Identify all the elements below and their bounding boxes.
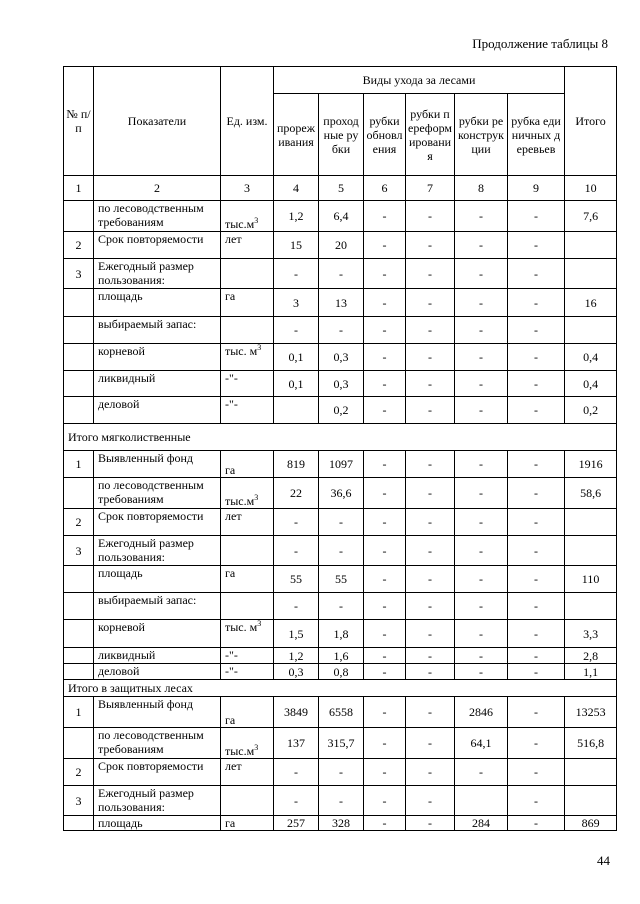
cell-value: - bbox=[319, 509, 364, 536]
cell-value: - bbox=[364, 232, 406, 259]
cell-value: - bbox=[364, 566, 406, 593]
cell-value: 0,3 bbox=[319, 344, 364, 371]
cell-value: - bbox=[406, 697, 455, 728]
cell-value: - bbox=[406, 759, 455, 786]
column-number: 5 bbox=[319, 176, 364, 201]
cell-value: 3 bbox=[274, 289, 319, 317]
cell-value: 1,8 bbox=[319, 620, 364, 648]
row-label: ликвидный bbox=[94, 371, 221, 397]
cell-value: - bbox=[508, 816, 565, 831]
cell-value: - bbox=[364, 451, 406, 478]
cell-value: - bbox=[455, 317, 508, 344]
cell-value: - bbox=[406, 786, 455, 816]
table-row bbox=[64, 232, 617, 259]
cell-value: - bbox=[508, 664, 565, 680]
column-number: 7 bbox=[406, 176, 455, 201]
cell-value: - bbox=[274, 593, 319, 620]
row-unit: -"- bbox=[221, 371, 274, 397]
cell-value: - bbox=[364, 397, 406, 424]
header-unit: Ед. изм. bbox=[221, 67, 274, 176]
cell-value: - bbox=[364, 344, 406, 371]
row-label: корневой bbox=[94, 620, 221, 648]
table-row bbox=[64, 371, 617, 397]
cell-value: - bbox=[319, 536, 364, 566]
cell-value: - bbox=[406, 232, 455, 259]
cell-value: - bbox=[274, 536, 319, 566]
cell-value: 1097 bbox=[319, 451, 364, 478]
cell-value: - bbox=[364, 697, 406, 728]
table-row bbox=[64, 509, 617, 536]
cell-value: - bbox=[319, 593, 364, 620]
row-num: 3 bbox=[64, 259, 94, 289]
row-unit: тыс. $м^3$ bbox=[221, 344, 274, 371]
row-num bbox=[64, 289, 94, 317]
table-row bbox=[64, 201, 617, 232]
row-num bbox=[64, 620, 94, 648]
cell-value: - bbox=[274, 259, 319, 289]
cell-value: - bbox=[455, 478, 508, 509]
cell-value: - bbox=[455, 664, 508, 680]
cell-value: - bbox=[274, 759, 319, 786]
table-row bbox=[64, 786, 617, 816]
cell-total bbox=[565, 317, 617, 344]
cell-value: - bbox=[508, 317, 565, 344]
row-unit: га bbox=[221, 566, 274, 593]
row-label: Срок повторяемости bbox=[94, 759, 221, 786]
column-number: 10 bbox=[565, 176, 617, 201]
row-label: корневой bbox=[94, 344, 221, 371]
cell-total: 58,6 bbox=[565, 478, 617, 509]
table-row bbox=[64, 620, 617, 648]
table-row bbox=[64, 289, 617, 317]
cell-value: 0,1 bbox=[274, 371, 319, 397]
row-label: выбираемый запас: bbox=[94, 317, 221, 344]
table-row bbox=[64, 478, 617, 509]
section-row bbox=[64, 680, 617, 697]
cell-value: - bbox=[274, 786, 319, 816]
table-row bbox=[64, 566, 617, 593]
header-type: рубки переформирования bbox=[406, 94, 455, 176]
cell-total: 516,8 bbox=[565, 728, 617, 759]
cell-value: - bbox=[508, 259, 565, 289]
row-label: по лесоводственным требованиям bbox=[94, 201, 221, 232]
cell-value: - bbox=[508, 509, 565, 536]
cell-total: 7,6 bbox=[565, 201, 617, 232]
table-continuation-label: Продолжение таблицы 8 bbox=[472, 36, 608, 51]
row-label: по лесоводственным требованиям bbox=[94, 478, 221, 509]
table-row bbox=[64, 451, 617, 478]
cell-value: - bbox=[364, 728, 406, 759]
cell-value: - bbox=[455, 451, 508, 478]
cell-value: - bbox=[364, 786, 406, 816]
page-number: 44 bbox=[597, 853, 610, 868]
cell-value: - bbox=[508, 759, 565, 786]
cell-value: - bbox=[455, 289, 508, 317]
row-unit: га bbox=[221, 816, 274, 831]
cell-value: - bbox=[274, 509, 319, 536]
cell-value: - bbox=[508, 344, 565, 371]
forest-care-table bbox=[63, 66, 617, 831]
cell-total: 3,3 bbox=[565, 620, 617, 648]
cell-value: - bbox=[364, 816, 406, 831]
row-num: 3 bbox=[64, 786, 94, 816]
row-num: 2 bbox=[64, 232, 94, 259]
cell-value: - bbox=[508, 697, 565, 728]
cell-total bbox=[565, 509, 617, 536]
cell-value: 15 bbox=[274, 232, 319, 259]
row-unit: га bbox=[221, 289, 274, 317]
cell-value: 0,1 bbox=[274, 344, 319, 371]
row-label: Ежегодный размер пользования: bbox=[94, 786, 221, 816]
row-num bbox=[64, 728, 94, 759]
cell-value bbox=[274, 397, 319, 424]
header-total: Итого bbox=[565, 67, 617, 176]
cell-value: 22 bbox=[274, 478, 319, 509]
cell-value: 55 bbox=[319, 566, 364, 593]
cell-value: 6,4 bbox=[319, 201, 364, 232]
cell-value: 284 bbox=[455, 816, 508, 831]
row-label: Срок повторяемости bbox=[94, 509, 221, 536]
row-unit: $тыс.м^3$ bbox=[221, 201, 274, 232]
cell-value: 0,3 bbox=[319, 371, 364, 397]
row-label: деловой bbox=[94, 397, 221, 424]
row-label: по лесоводственным требованиям bbox=[94, 728, 221, 759]
section-title-protective: Итого в защитных лесах bbox=[64, 680, 617, 697]
row-unit: $тыс.м^3$ bbox=[221, 728, 274, 759]
row-unit: лет bbox=[221, 509, 274, 536]
cell-value: - bbox=[508, 201, 565, 232]
header-row bbox=[64, 67, 617, 94]
row-unit bbox=[221, 593, 274, 620]
cell-value: - bbox=[364, 593, 406, 620]
cell-total: 16 bbox=[565, 289, 617, 317]
cell-value: - bbox=[364, 536, 406, 566]
header-type: рубки обновления bbox=[364, 94, 406, 176]
cell-value: 0,3 bbox=[274, 664, 319, 680]
cell-value: 13 bbox=[319, 289, 364, 317]
cell-value: - bbox=[406, 664, 455, 680]
cell-value: - bbox=[455, 232, 508, 259]
row-label: деловой bbox=[94, 664, 221, 680]
table-row bbox=[64, 728, 617, 759]
cell-total: 869 bbox=[565, 816, 617, 831]
row-label: Выявленный фонд bbox=[94, 451, 221, 478]
row-num bbox=[64, 397, 94, 424]
row-num: 2 bbox=[64, 759, 94, 786]
cell-value: - bbox=[406, 566, 455, 593]
cell-total: 2,8 bbox=[565, 648, 617, 664]
row-unit bbox=[221, 317, 274, 344]
header-care-types: Виды ухода за лесами bbox=[274, 67, 565, 94]
row-unit bbox=[221, 786, 274, 816]
column-number: 2 bbox=[94, 176, 221, 201]
row-label: Выявленный фонд bbox=[94, 697, 221, 728]
row-label: Ежегодный размер пользования: bbox=[94, 259, 221, 289]
cell-total bbox=[565, 259, 617, 289]
row-unit bbox=[221, 259, 274, 289]
table-row bbox=[64, 317, 617, 344]
cell-value: - bbox=[508, 566, 565, 593]
table-row bbox=[64, 664, 617, 680]
cell-value: - bbox=[508, 478, 565, 509]
row-num: 2 bbox=[64, 509, 94, 536]
cell-total bbox=[565, 536, 617, 566]
cell-value: - bbox=[364, 201, 406, 232]
cell-value: - bbox=[455, 371, 508, 397]
cell-value: 1,5 bbox=[274, 620, 319, 648]
row-num bbox=[64, 344, 94, 371]
cell-value: - bbox=[364, 478, 406, 509]
table-row bbox=[64, 397, 617, 424]
cell-value: - bbox=[455, 620, 508, 648]
cell-value: - bbox=[455, 397, 508, 424]
cell-value: - bbox=[508, 397, 565, 424]
cell-value: - bbox=[455, 593, 508, 620]
row-label: площадь bbox=[94, 566, 221, 593]
cell-total: 0,4 bbox=[565, 344, 617, 371]
cell-value: - bbox=[319, 259, 364, 289]
column-number: 6 bbox=[364, 176, 406, 201]
column-number: 1 bbox=[64, 176, 94, 201]
cell-value: 64,1 bbox=[455, 728, 508, 759]
cell-value: 20 bbox=[319, 232, 364, 259]
cell-total: 0,4 bbox=[565, 371, 617, 397]
cell-total bbox=[565, 593, 617, 620]
cell-value: - bbox=[319, 317, 364, 344]
row-num bbox=[64, 317, 94, 344]
cell-value: - bbox=[508, 536, 565, 566]
column-number-row bbox=[64, 176, 617, 201]
cell-value: - bbox=[406, 509, 455, 536]
row-num bbox=[64, 371, 94, 397]
cell-value: - bbox=[508, 451, 565, 478]
cell-value: - bbox=[406, 371, 455, 397]
cell-value: 55 bbox=[274, 566, 319, 593]
row-unit: лет bbox=[221, 232, 274, 259]
column-number: 3 bbox=[221, 176, 274, 201]
row-num bbox=[64, 816, 94, 831]
cell-value: 6558 bbox=[319, 697, 364, 728]
cell-value: 2846 bbox=[455, 697, 508, 728]
row-label: Ежегодный размер пользования: bbox=[94, 536, 221, 566]
cell-value: - bbox=[508, 289, 565, 317]
row-num: 1 bbox=[64, 451, 94, 478]
cell-value: 328 bbox=[319, 816, 364, 831]
cell-value: - bbox=[406, 816, 455, 831]
table-row bbox=[64, 816, 617, 831]
header-indicators: Показатели bbox=[94, 67, 221, 176]
cell-value: 0,8 bbox=[319, 664, 364, 680]
cell-value: - bbox=[508, 786, 565, 816]
cell-value: - bbox=[508, 371, 565, 397]
cell-value: 1,2 bbox=[274, 201, 319, 232]
table-row bbox=[64, 344, 617, 371]
cell-value: - bbox=[406, 728, 455, 759]
row-num bbox=[64, 566, 94, 593]
table-row bbox=[64, 259, 617, 289]
cell-value: - bbox=[406, 289, 455, 317]
cell-value: - bbox=[319, 759, 364, 786]
row-unit bbox=[221, 536, 274, 566]
cell-value: - bbox=[455, 648, 508, 664]
cell-value: - bbox=[455, 259, 508, 289]
row-label: ликвидный bbox=[94, 648, 221, 664]
cell-value: - bbox=[274, 317, 319, 344]
row-num bbox=[64, 648, 94, 664]
cell-value: - bbox=[406, 620, 455, 648]
cell-value: 315,7 bbox=[319, 728, 364, 759]
header-num: № п/п bbox=[64, 67, 94, 176]
cell-value: - bbox=[455, 759, 508, 786]
row-num bbox=[64, 201, 94, 232]
cell-value: - bbox=[364, 620, 406, 648]
table-row bbox=[64, 759, 617, 786]
cell-value: - bbox=[406, 451, 455, 478]
cell-total: 1916 bbox=[565, 451, 617, 478]
row-label: площадь bbox=[94, 816, 221, 831]
row-num bbox=[64, 478, 94, 509]
cell-value: - bbox=[364, 664, 406, 680]
cell-value: - bbox=[364, 259, 406, 289]
header-type: проходные рубки bbox=[319, 94, 364, 176]
row-unit: -"- bbox=[221, 648, 274, 664]
cell-value: 36,6 bbox=[319, 478, 364, 509]
cell-value: - bbox=[406, 397, 455, 424]
cell-value: - bbox=[508, 728, 565, 759]
table-row bbox=[64, 697, 617, 728]
row-label: площадь bbox=[94, 289, 221, 317]
cell-value: - bbox=[406, 259, 455, 289]
cell-value: - bbox=[455, 566, 508, 593]
cell-value: - bbox=[406, 201, 455, 232]
cell-value: 1,2 bbox=[274, 648, 319, 664]
cell-total: 13253 bbox=[565, 697, 617, 728]
section-title-softwood: Итого мягколиственные bbox=[64, 424, 617, 451]
row-label: Срок повторяемости bbox=[94, 232, 221, 259]
row-label: выбираемый запас: bbox=[94, 593, 221, 620]
cell-value: - bbox=[455, 536, 508, 566]
cell-value: - bbox=[406, 317, 455, 344]
column-number: 8 bbox=[455, 176, 508, 201]
cell-value: - bbox=[364, 509, 406, 536]
cell-value: - bbox=[508, 232, 565, 259]
table-row bbox=[64, 648, 617, 664]
row-unit: -"- bbox=[221, 397, 274, 424]
cell-value: 137 bbox=[274, 728, 319, 759]
column-number: 4 bbox=[274, 176, 319, 201]
cell-value: - bbox=[508, 648, 565, 664]
header-type: прореживания bbox=[274, 94, 319, 176]
cell-value: - bbox=[508, 593, 565, 620]
row-unit: га bbox=[221, 451, 274, 478]
row-num bbox=[64, 593, 94, 620]
header-type: рубки реконструкции bbox=[455, 94, 508, 176]
header-type: рубка единичных деревьев bbox=[508, 94, 565, 176]
row-unit: лет bbox=[221, 759, 274, 786]
cell-value: 257 bbox=[274, 816, 319, 831]
cell-total: 110 bbox=[565, 566, 617, 593]
cell-value bbox=[455, 786, 508, 816]
row-unit: га bbox=[221, 697, 274, 728]
table-row bbox=[64, 593, 617, 620]
cell-total: 1,1 bbox=[565, 664, 617, 680]
cell-value: 819 bbox=[274, 451, 319, 478]
section-row bbox=[64, 424, 617, 451]
row-num: 1 bbox=[64, 697, 94, 728]
cell-value: - bbox=[406, 648, 455, 664]
cell-value: - bbox=[406, 593, 455, 620]
cell-value: - bbox=[455, 344, 508, 371]
cell-total: 0,2 bbox=[565, 397, 617, 424]
cell-value: - bbox=[406, 344, 455, 371]
cell-value: 0,2 bbox=[319, 397, 364, 424]
cell-value: - bbox=[364, 648, 406, 664]
cell-value: - bbox=[406, 478, 455, 509]
cell-total bbox=[565, 786, 617, 816]
cell-value: 1,6 bbox=[319, 648, 364, 664]
cell-value: - bbox=[364, 289, 406, 317]
cell-total bbox=[565, 759, 617, 786]
cell-value: - bbox=[455, 201, 508, 232]
cell-value: - bbox=[364, 371, 406, 397]
cell-value: - bbox=[364, 759, 406, 786]
row-unit: -"- bbox=[221, 664, 274, 680]
cell-value: - bbox=[406, 536, 455, 566]
table-row bbox=[64, 536, 617, 566]
row-unit: тыс. $м^3$ bbox=[221, 620, 274, 648]
row-num: 3 bbox=[64, 536, 94, 566]
cell-value: - bbox=[364, 317, 406, 344]
row-unit: $тыс.м^3$ bbox=[221, 478, 274, 509]
cell-value: - bbox=[455, 509, 508, 536]
row-num bbox=[64, 664, 94, 680]
cell-value: - bbox=[508, 620, 565, 648]
cell-value: 3849 bbox=[274, 697, 319, 728]
cell-total bbox=[565, 232, 617, 259]
cell-value: - bbox=[319, 786, 364, 816]
column-number: 9 bbox=[508, 176, 565, 201]
